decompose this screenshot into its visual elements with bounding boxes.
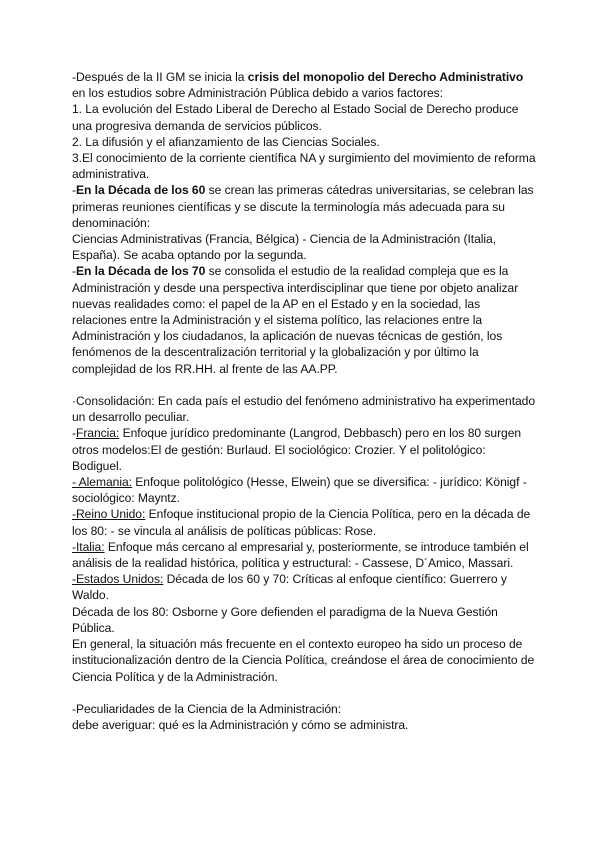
intro-paragraph — [72, 69, 538, 101]
country-name: -Italia: — [72, 539, 105, 554]
country-text: Enfoque jurídico predominante (Langrod, Debbasch) pero en los 80 surgen otros modelos:El de gestión: Burlaud. El sociológico: Crozier. Y el politológico: Bodiguel. — [72, 426, 522, 473]
decade70-dash: - — [72, 264, 76, 279]
country-name: -Reino Unido: — [72, 507, 146, 522]
country-name: -Estados Unidos: — [72, 572, 164, 587]
decade70-text: se consolida el estudio de la realidad compleja que es la Administración y desde una perspectiva interdisciplinar que tiene por objeto analizar nuevas realidades como: el papel de la AP en el Estado y en la sociedad, las relaciones entre la Administración y el sistema político, las relaciones entre la Administración y los ciudadanos, la aplicación de nuevas técnicas de gestión, los fenómenos de la descentralización territorial y la globalización y por último la complejidad de los RR.HH. al frente de las AA.PP. — [72, 264, 519, 376]
country-reino-unido — [72, 506, 538, 538]
country-text: Enfoque institucional propio de la Ciencia Política, pero en la década de los 80: - se vincula al análisis de políticas públicas: Rose. — [72, 507, 531, 538]
country-francia — [72, 425, 538, 474]
decade60-names: Ciencias Administrativas (Francia, Bélgica) - Ciencia de la Administración (Italia, España). Se acaba optando por la segunda. — [72, 232, 497, 263]
blank-line — [72, 685, 538, 701]
factor-2: 2. La difusión y el afianzamiento de las Ciencias Sociales. — [72, 134, 380, 149]
factor-1: 1. La evolución del Estado Liberal de Derecho al Estado Social de Derecho produce una progresiva demanda de servicios públicos. — [72, 102, 519, 133]
decade60-text: se crean las primeras cátedras universitarias, se celebran las primeras reuniones científicas y se discute la terminología más adecuada para su denominación: — [72, 183, 534, 230]
country-estados-unidos — [72, 571, 538, 603]
country-text: Enfoque más cercano al empresarial y, posteriormente, se introduce también el análisis de la realidad histórica, política y estructural: - Cassese, D´Amico, Massari. — [72, 539, 529, 571]
general-paragraph: En general, la situación más frecuente en el contexto europeo ha sido un proceso de institucionalización dentro de la Ciencia Política, creándose el área de conocimiento de Ciencia Política y de la Administración. — [72, 637, 535, 684]
country-name: - Alemania: — [72, 475, 132, 490]
blank-line — [72, 377, 538, 393]
consolidacion-paragraph: ·Consolidación: En cada país el estudio del fenómeno administrativo ha experimentado un desarrollo peculiar. — [72, 394, 536, 425]
intro-bold: crisis del monopolio del Derecho Administrativo — [247, 70, 524, 84]
decade70-paragraph — [72, 263, 538, 376]
decade60-paragraph — [72, 182, 538, 231]
decade80-paragraph: Década de los 80: Osborne y Gore defienden el paradigma de la Nueva Gestión Pública. — [72, 604, 498, 635]
country-prefix: - — [72, 426, 76, 441]
country-alemania — [72, 474, 538, 506]
country-text: Década de los 60 y 70: Críticas al enfoque científico: Guerrero y Waldo. — [72, 572, 507, 603]
country-name: Francia: — [75, 426, 120, 441]
factor-3: 3.El conocimiento de la corriente científica NA y surgimiento del movimiento de reforma administrativa. — [72, 151, 536, 182]
country-text: Enfoque politológico (Hesse, Elwein) que se diversifica: - jurídico: Königf - sociológico: Mayntz. — [72, 475, 527, 506]
decade60-heading: En la Década de los 60 — [75, 183, 206, 198]
averiguar-paragraph: debe averiguar: qué es la Administración y cómo se administra. — [72, 718, 409, 733]
decade60-dash: - — [72, 183, 76, 198]
decade70-heading: En la Década de los 70 — [75, 264, 206, 279]
intro-pre: -Después de la II GM se inicia la — [72, 70, 248, 84]
peculiaridades-heading: -Peculiaridades de la Ciencia de la Administración: — [72, 701, 342, 716]
document-body — [72, 69, 538, 733]
country-italia — [72, 539, 538, 571]
intro-post: en los estudios sobre Administración Pública debido a varios factores: — [72, 86, 443, 101]
